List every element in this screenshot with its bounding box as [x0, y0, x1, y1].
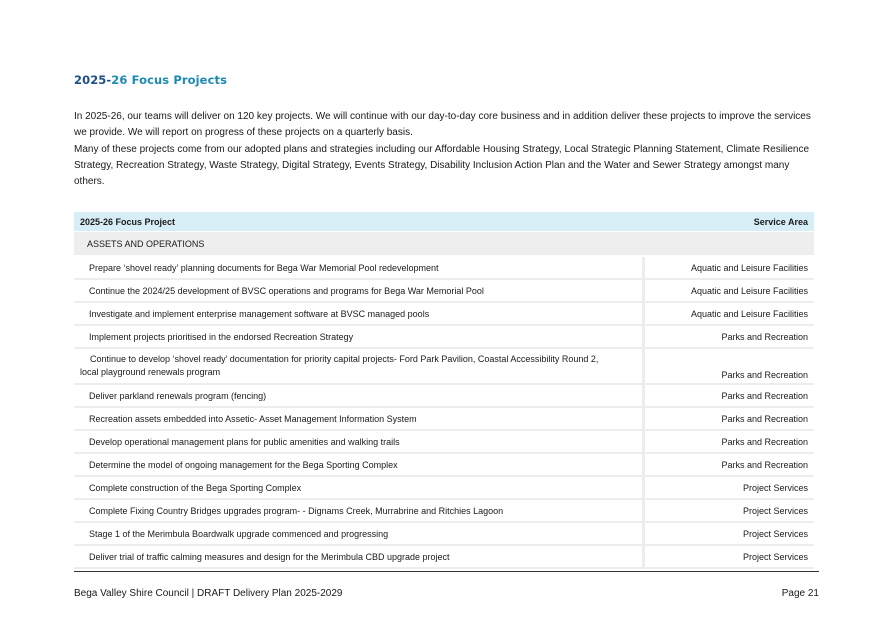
- table-row: [74, 326, 814, 349]
- footer-divider: [74, 571, 819, 572]
- project-cell: Develop operational management plans for public amenities and walking trails: [74, 431, 642, 454]
- focus-projects-table: [74, 212, 814, 569]
- service-area-cell: Project Services: [642, 500, 814, 523]
- project-cell-line1: Continue to develop ‘shovel ready’ documentation for priority capital projects- Ford Park Pavilion, Coastal Accessibility Round 2,: [90, 354, 599, 364]
- service-area-cell: Aquatic and Leisure Facilities: [642, 280, 814, 303]
- page-number: Page 21: [781, 588, 819, 599]
- service-area-cell: Parks and Recreation: [642, 431, 814, 454]
- project-cell: Implement projects prioritised in the endorsed Recreation Strategy: [74, 326, 642, 349]
- section-heading: [74, 73, 227, 87]
- table-row: [74, 280, 814, 303]
- service-area-cell: Aquatic and Leisure Facilities: [642, 303, 814, 326]
- service-area-cell: Project Services: [642, 546, 814, 569]
- project-cell: Stage 1 of the Merimbula Boardwalk upgrade commenced and progressing: [74, 523, 642, 546]
- project-cell-line2: local playground renewals program: [80, 367, 221, 377]
- service-area-cell: Project Services: [642, 477, 814, 500]
- footer-title: Bega Valley Shire Council | DRAFT Delivery Plan 2025-2029: [74, 588, 343, 599]
- project-cell: Deliver parkland renewals program (fencing): [74, 385, 642, 408]
- table-row: [74, 500, 814, 523]
- service-area-cell: Parks and Recreation: [642, 454, 814, 477]
- project-cell: Deliver trial of traffic calming measures and design for the Merimbula CBD upgrade project: [74, 546, 642, 569]
- table-header-row: [74, 212, 814, 232]
- project-cell: Complete Fixing Country Bridges upgrades program- - Dignams Creek, Murrabrine and Ritchies Lagoon: [74, 500, 642, 523]
- service-area-cell: Parks and Recreation: [642, 385, 814, 408]
- intro-paragraph: In 2025-26, our teams will deliver on 120 key projects. We will continue with our day-to-day core business and in addition deliver these projects to improve the services we provide. We will report on progress of these projects on a quarterly basis.: [74, 111, 811, 138]
- header-service-area: Service Area: [642, 212, 814, 232]
- service-area-cell: Parks and Recreation: [642, 326, 814, 349]
- table-row: [74, 546, 814, 569]
- project-cell: Investigate and implement enterprise management software at BVSC managed pools: [74, 303, 642, 326]
- table-row: [74, 431, 814, 454]
- project-cell: Complete construction of the Bega Sporting Complex: [74, 477, 642, 500]
- service-area-cell: Project Services: [642, 523, 814, 546]
- strategies-paragraph: Many of these projects come from our adopted plans and strategies including our Affordable Housing Strategy, Local Strategic Planning Statement, Climate Resilience Strategy, Recreation Strategy, Waste Strategy, Digital Strategy, Events Strategy, Disability Inclusion Action Plan and the Water and Sewer Strategy amongst many others.: [74, 144, 810, 187]
- service-area-cell: Parks and Recreation: [642, 408, 814, 431]
- service-area-cell: Parks and Recreation: [642, 349, 814, 385]
- project-cell: Determine the model of ongoing management for the Bega Sporting Complex: [74, 454, 642, 477]
- heading-title: 26 Focus Projects: [111, 73, 228, 87]
- table-row: [74, 349, 814, 385]
- section-blank-cell: [642, 232, 814, 257]
- table-row: [74, 257, 814, 280]
- section-row: [74, 232, 814, 257]
- table-row: [74, 523, 814, 546]
- section-label: ASSETS AND OPERATIONS: [74, 232, 642, 257]
- project-cell: Prepare ‘shovel ready’ planning documents for Bega War Memorial Pool redevelopment: [74, 257, 642, 280]
- table-row: [74, 454, 814, 477]
- project-cell: [74, 349, 642, 385]
- table-row: [74, 477, 814, 500]
- table-row: [74, 303, 814, 326]
- heading-year: 2025-: [74, 73, 112, 87]
- service-area-cell: Aquatic and Leisure Facilities: [642, 257, 814, 280]
- project-cell: Recreation assets embedded into Assetic- Asset Management Information System: [74, 408, 642, 431]
- table-row: [74, 385, 814, 408]
- table-row: [74, 408, 814, 431]
- header-focus-project: 2025-26 Focus Project: [74, 212, 642, 232]
- project-cell: Continue the 2024/25 development of BVSC operations and programs for Bega War Memorial Pool: [74, 280, 642, 303]
